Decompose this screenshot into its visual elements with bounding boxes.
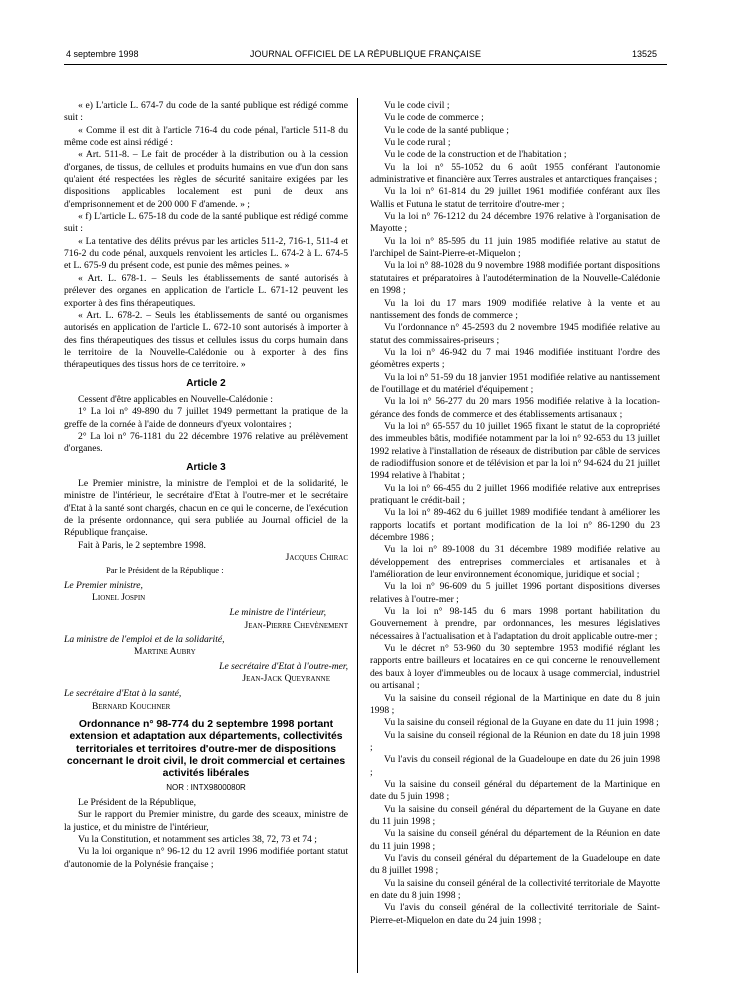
visa-line: Vu la loi n° 89-462 du 6 juillet 1989 modifiée tendant à améliorer les rapports locatifs et portant modification de la loi n° 86-1290 du 23 décembre 1986 ; [370, 507, 660, 544]
premier-ministre-title: Le Premier ministre, [64, 579, 143, 591]
premier-ministre-name-line [64, 592, 348, 604]
emploi-name: Martine Aubry [134, 646, 196, 658]
interieur-title: Le ministre de l'intérieur, [229, 607, 326, 619]
president-signature [64, 552, 348, 564]
emploi-name-line [64, 646, 348, 658]
visa-line: Vu le code de la construction et de l'habitation ; [384, 149, 567, 161]
sante-name: Bernard Kouchner [92, 700, 171, 712]
article-2-heading: Article 2 [186, 377, 226, 389]
ordonnance-president: Le Président de la République, [78, 796, 197, 808]
header-rule [64, 64, 667, 65]
sante-title: Le secrétaire d'Etat à la santé, [64, 688, 182, 700]
visa-line: Vu la loi n° 55-1052 du 6 août 1955 conférant l'autonomie administrative et financière aux Terres australes et antarctiques françaises ; [370, 161, 660, 186]
visa-line: Vu la loi n° 89-1008 du 31 décembre 1989 modifiée relative au développement des entreprises commerciales et artisanales et à l'amélioration de leur environnement économique, juridique et social ; [370, 544, 660, 581]
visa-line: Vu la loi n° 51-59 du 18 janvier 1951 modifiée relative au nantissement de l'outillage et du matériel d'équipement ; [370, 371, 660, 395]
column-divider [357, 98, 358, 973]
president-name: Jacques Chirac [285, 552, 348, 564]
ordonnance-loi-organique: Vu la loi organique n° 96-12 du 12 avril 1996 modifiée portant statut d'autonomie de la Polynésie française ; [64, 846, 348, 870]
visa-line: Vu l'avis du conseil général de la collectivité territoriale de Saint-Pierre-et-Miquelon en date du 24 juin 1998 ; [370, 902, 660, 926]
interieur-name: Jean-Pierre Chevènement [244, 619, 348, 631]
ordonnance-title: Ordonnance n° 98-774 du 2 septembre 1998 portant extension et adaptation aux départements, collectivités territoriales et territoires d'outre-mer de dispositions concernant le droit civil, le droit commercial et certaines activités libérales [66, 719, 346, 780]
left-column [64, 100, 348, 871]
visa-line: Vu la loi n° 56-277 du 20 mars 1956 modifiée relative à la location-gérance des fonds de commerce et des établissements artisanaux ; [370, 396, 660, 420]
visa-line: Vu la saisine du conseil régional de la Réunion en date du 18 juin 1998 ; [370, 729, 660, 753]
paragraph-e-2: « Comme il est dit à l'article 716-4 du code pénal, l'article 511-8 du même code est ainsi rédigé : [64, 124, 348, 149]
paragraph-e: « e) L'article L. 674-7 du code de la santé publique est rédigé comme suit : [64, 100, 348, 124]
article-2-intro: Cessent d'être applicables en Nouvelle-Calédonie : [78, 393, 273, 405]
ordonnance-constitution: Vu la Constitution, et notamment ses articles 38, 72, 73 et 74 ; [78, 834, 317, 846]
right-column [370, 100, 660, 927]
article-3-text: Le Premier ministre, la ministre de l'emploi et de la solidarité, le ministre de l'intérieur, le secrétaire d'Etat à l'outre-mer et le secrétaire d'Etat à la santé sont chargés, chacun en ce qui le concerne, de l'exécution de la présente ordonnance, qui sera publiée au Journal officiel de la République française. [64, 477, 348, 539]
visa-line: Vu la loi n° 66-455 du 2 juillet 1966 modifiée relative aux entreprises pratiquant le crédit-bail ; [370, 482, 660, 506]
paragraph-art-l678-1: « Art. L. 678-1. – Seuls les établissements de santé autorisés à prélever des organes en application de l'article L. 671-12 peuvent les exporter à des fins thérapeutiques. [64, 272, 348, 309]
interieur-name-line [64, 620, 348, 632]
visa-line: Vu la saisine du conseil général du département de la Guyane en date du 11 juin 1998 ; [370, 803, 660, 827]
ordonnance-rapport: Sur le rapport du Premier ministre, du garde des sceaux, ministre de la justice, et du ministre de l'intérieur, [64, 809, 348, 833]
sante-name-line [64, 701, 348, 713]
visa-line: Vu la loi n° 85-595 du 11 juin 1985 modifiée relative au statut de l'archipel de Saint-Pierre-et-Miquelon ; [370, 235, 660, 260]
paragraph-art-l678-2: « Art. L. 678-2. – Seuls les établissements de santé ou organismes autorisés en application de l'article L. 672-10 sont autorisés à importer à des fins thérapeutiques des tissus et cellules issus du corps humain dans le territoire de la Nouvelle-Calédonie ou à exporter à des fins thérapeutiques des tissus hors de ce territoire. » [64, 309, 348, 371]
header-page-number: 13525 [631, 49, 657, 59]
visa-line: Vu la loi du 17 mars 1909 modifiée relative à la vente et au nantissement des fonds de commerce ; [370, 297, 660, 321]
visa-line: Vu la loi n° 61-814 du 29 juillet 1961 modifiée conférant aux îles Wallis et Futuna le statut de territoire d'outre-mer ; [370, 186, 660, 210]
header-journal-title: JOURNAL OFFICIEL DE LA RÉPUBLIQUE FRANÇAISE [249, 49, 482, 59]
header-date: 4 septembre 1998 [66, 49, 139, 59]
emploi-title: La ministre de l'emploi et de la solidarité, [64, 634, 225, 646]
visa-line: Vu la loi n° 76-1212 du 24 décembre 1976 relative à l'organisation de Mayotte ; [370, 211, 660, 235]
visa-line: Vu le décret n° 53-960 du 30 septembre 1953 modifié réglant les rapports entre bailleurs et locataires en ce qui concerne le renouvellement des baux à loyer d'immeubles ou de locaux à usage commercial, industriel ou artisanal ; [370, 643, 660, 692]
article-2-item-1: 1° La loi n° 49-890 du 7 juillet 1949 permettant la pratique de la greffe de la cornée à l'aide de donneurs d'yeux volontaires ; [64, 406, 348, 430]
outremer-title: Le secrétaire d'Etat à l'outre-mer, [219, 660, 348, 672]
visa-line: Vu le code de commerce ; [384, 112, 484, 124]
visa-line: Vu la saisine du conseil général du département de la Martinique en date du 5 juin 1998 ; [370, 778, 660, 803]
visa-line: Vu la saisine du conseil régional de la Martinique en date du 8 juin 1998 ; [370, 692, 660, 716]
visa-line: Vu la loi n° 98-145 du 6 mars 1998 portant habilitation du Gouvernement à prendre, par ordonnances, les mesures législatives nécessaires à l'actualisation et à l'adaptation du droit applicable outre-mer ; [370, 606, 660, 642]
article-2-item-2: 2° La loi n° 76-1181 du 22 décembre 1976 relative au prélèvement d'organes. [64, 430, 348, 455]
visa-line: Vu le code rural ; [384, 137, 451, 149]
outremer-name-line [64, 673, 348, 685]
paragraph-f: « f) L'article L. 675-18 du code de la santé publique est rédigé comme suit : [64, 211, 348, 235]
visa-line: Vu la loi n° 88-1028 du 9 novembre 1988 modifiée portant dispositions statutaires et préparatoires à l'autodétermination de la Nouvelle-Calédonie en 1998 ; [370, 260, 660, 297]
visa-line: Vu la loi n° 46-942 du 7 mai 1946 modifiée instituant l'ordre des géomètres experts ; [370, 346, 660, 371]
outremer-name: Jean-Jack Queyranne [242, 673, 330, 685]
article-3-heading: Article 3 [186, 461, 226, 473]
visa-line: Vu la saisine du conseil général de la collectivité territoriale de Mayotte en date du 8 juin 1998 ; [370, 877, 660, 901]
visa-line: Vu l'avis du conseil général du département de la Guadeloupe en date du 8 juillet 1998 ; [370, 852, 660, 877]
visa-line: Vu le code civil ; [384, 100, 450, 111]
premier-ministre-name: Lionel Jospin [92, 592, 146, 604]
visa-line: Vu le code de la santé publique ; [384, 124, 509, 136]
visa-line: Vu la saisine du conseil général du département de la Réunion en date du 11 juin 1998 ; [370, 828, 660, 852]
fait-a-paris: Fait à Paris, le 2 septembre 1998. [78, 539, 206, 551]
visa-line: Vu la loi n° 96-609 du 5 juillet 1996 portant dispositions diverses relatives à l'outre-mer ; [370, 581, 660, 605]
visa-line: Vu la saisine du conseil régional de la Guyane en date du 11 juin 1998 ; [384, 717, 659, 729]
visa-line: Vu l'avis du conseil régional de la Guadeloupe en date du 26 juin 1998 ; [370, 754, 660, 778]
visa-line: Vu l'ordonnance n° 45-2593 du 2 novembre 1945 modifiée relative au statut des commissaires-priseurs ; [370, 322, 660, 346]
paragraph-art-511-8: « Art. 511-8. – Le fait de procéder à la distribution ou à la cession d'organes, de tissus, de cellules et produits humains en vue d'un don sans qu'aient été respectées les règles de sécurité sanitaire exigées par les dispositions applicables localement est puni de deux ans d'emprisonnement et de 200 000 F d'amende. » ; [64, 149, 348, 210]
paragraph-f-2: « La tentative des délits prévus par les articles 511-2, 716-1, 511-4 et 716-2 du code pénal, auxquels renvoient les articles L. 674-2 à L. 674-5 et L. 675-9 du présent code, est punie des mêmes peines. » [64, 235, 348, 272]
par-le-president: Par le Président de la République : [106, 565, 224, 576]
visa-line: Vu la loi n° 65-557 du 10 juillet 1965 fixant le statut de la copropriété des immeubles bâtis, modifiée notamment par la loi n° 92-653 du 13 juillet 1992 relative à l'installation de réseaux de distribution par câble de services de radiodiffusion sonore et de télévision et par la loi n° 94-624 du 21 juillet 1994 relative à l'habitat ; [370, 420, 660, 482]
nor-reference: NOR : INTX9800080R [166, 782, 246, 792]
